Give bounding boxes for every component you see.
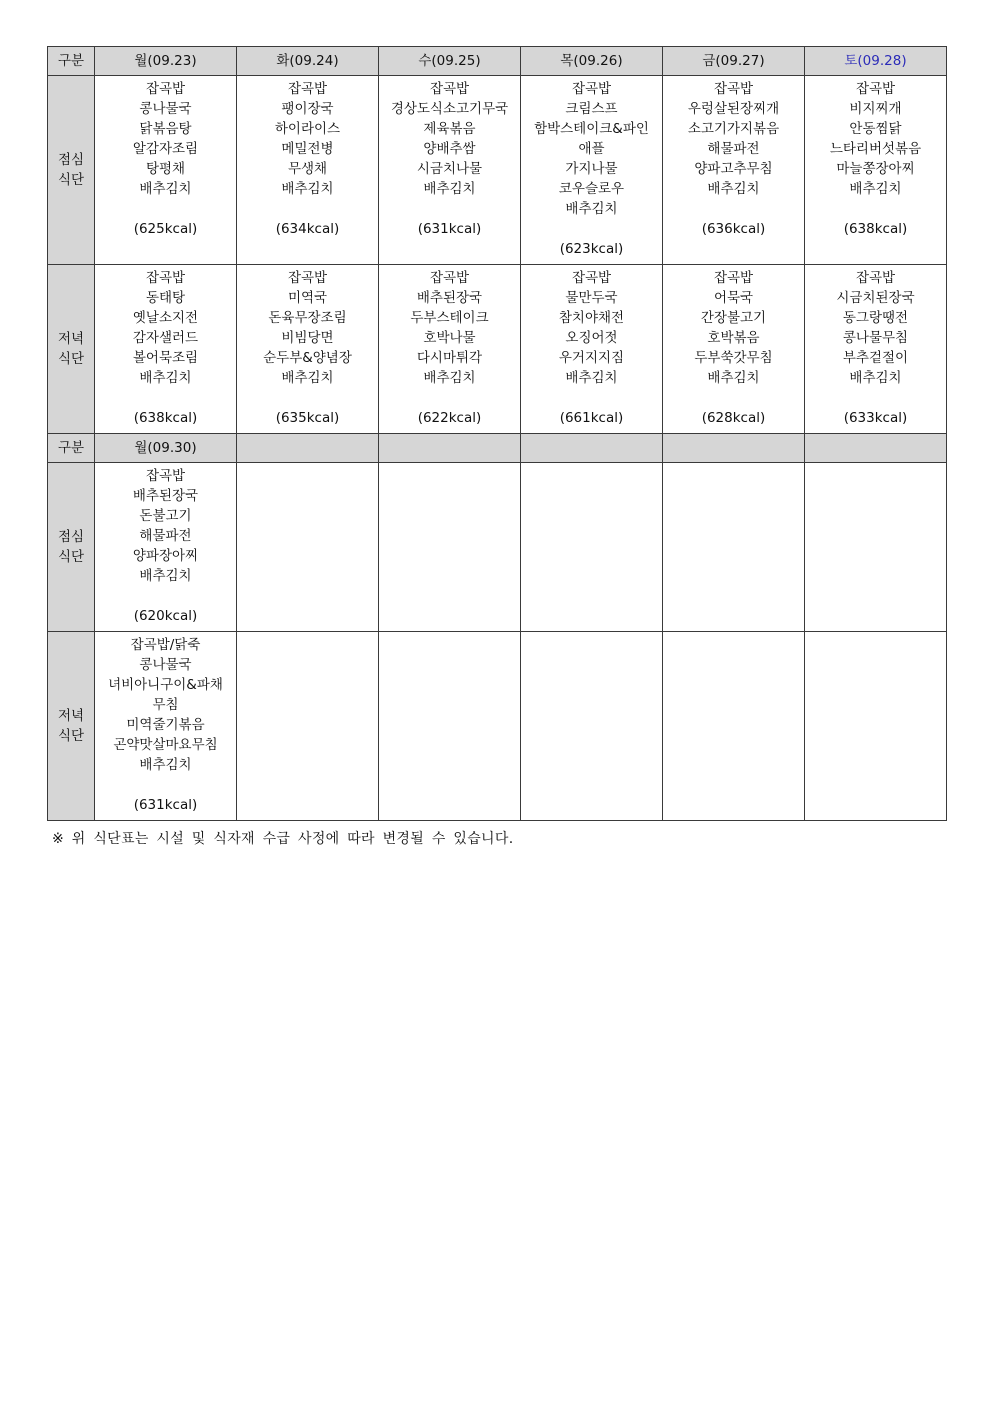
- menu-item: 코우슬로우: [558, 181, 625, 197]
- week2-dinner-row: [48, 632, 947, 821]
- menu-item: 잡곡밥: [713, 81, 754, 97]
- menu-item: 잡곡밥: [571, 81, 612, 97]
- menu-item: 배추김치: [707, 370, 760, 386]
- empty-cell: [237, 632, 379, 821]
- week2-category-label: 구분: [48, 434, 95, 463]
- menu-item: 크림스프: [565, 101, 618, 117]
- menu-item: 가지나물: [565, 161, 618, 177]
- empty-cell: [663, 632, 805, 821]
- calorie-value: (625kcal): [133, 221, 198, 237]
- week1-lunch-row: [48, 76, 947, 265]
- empty-cell: [521, 463, 663, 632]
- menu-item: 콩나물무침: [842, 330, 909, 346]
- lunch-label: [48, 76, 95, 265]
- menu-item: 무생채: [287, 161, 328, 177]
- dinner-label: [48, 632, 95, 821]
- lunch-label-line2: 식단: [57, 172, 85, 188]
- menu-item: 콩나물국: [139, 101, 192, 117]
- menu-item: 해물파전: [139, 528, 192, 544]
- lunch-label-line1: 점심: [57, 152, 85, 168]
- menu-cell-wed-lunch: [379, 76, 521, 265]
- menu-cell-mon-dinner: [95, 265, 237, 434]
- menu-item: 참치야채전: [558, 310, 625, 326]
- menu-item: 녀비아니구이&파채: [108, 677, 223, 693]
- menu-item: 잡곡밥/닭죽: [130, 637, 201, 653]
- menu-cell-sat-lunch: [805, 76, 947, 265]
- dinner-label-line1: 저녁: [57, 708, 85, 724]
- menu-item: 미역줄기볶음: [126, 717, 205, 733]
- menu-item: 볼어묵조림: [132, 350, 199, 366]
- day-header-thu: 목(09.26): [521, 47, 663, 76]
- empty-cell: [663, 463, 805, 632]
- calorie-value: (631kcal): [133, 797, 198, 813]
- week2-header-row: [48, 434, 947, 463]
- menu-item: 메밀전병: [281, 141, 334, 157]
- menu-item: 동그랑땡전: [842, 310, 909, 326]
- menu-item: 잡곡밥: [429, 270, 470, 286]
- menu-item: 시금치나물: [416, 161, 483, 177]
- menu-item: 느타리버섯볶음: [829, 141, 922, 157]
- menu-cell-fri-lunch: [663, 76, 805, 265]
- menu-item: 잡곡밥: [145, 81, 186, 97]
- menu-item: 배추김치: [281, 181, 334, 197]
- calorie-value: (634kcal): [275, 221, 340, 237]
- menu-item: 오징어젓: [565, 330, 618, 346]
- menu-item: 팽이장국: [281, 101, 334, 117]
- empty-cell: [805, 463, 947, 632]
- menu-item: 잡곡밥: [287, 270, 328, 286]
- menu-item: 배추김치: [423, 181, 476, 197]
- menu-cell-mon2-lunch: [95, 463, 237, 632]
- menu-item: 탕평채: [145, 161, 186, 177]
- menu-cell-thu-dinner: [521, 265, 663, 434]
- menu-item: 동태탕: [145, 290, 186, 306]
- menu-cell-mon-lunch: [95, 76, 237, 265]
- lunch-label: [48, 463, 95, 632]
- menu-cell-sat-dinner: [805, 265, 947, 434]
- empty-cell: [805, 632, 947, 821]
- menu-item: 양파고추무침: [694, 161, 773, 177]
- menu-item: 하이라이스: [274, 121, 341, 137]
- menu-item: 양파장아찌: [132, 548, 199, 564]
- menu-item: 두부쑥갓무침: [694, 350, 773, 366]
- day-header-empty: [237, 434, 379, 463]
- empty-cell: [379, 632, 521, 821]
- menu-item: 곤약맛살마요무침: [113, 737, 218, 753]
- menu-item: 시금치된장국: [836, 290, 915, 306]
- day-header-empty: [805, 434, 947, 463]
- day-header-empty: [379, 434, 521, 463]
- week2-lunch-row: [48, 463, 947, 632]
- lunch-label-line2: 식단: [57, 549, 85, 565]
- calorie-value: (636kcal): [701, 221, 766, 237]
- menu-item: 돈불고기: [139, 508, 192, 524]
- menu-cell-fri-dinner: [663, 265, 805, 434]
- menu-item: 콩나물국: [139, 657, 192, 673]
- calorie-value: (622kcal): [417, 410, 482, 426]
- menu-cell-thu-lunch: [521, 76, 663, 265]
- footnote: ※ 위 식단표는 시설 및 식자재 수급 사정에 따라 변경될 수 있습니다.: [52, 831, 514, 847]
- empty-cell: [379, 463, 521, 632]
- menu-item: 소고기가지볶음: [687, 121, 780, 137]
- menu-item: 알감자조림: [132, 141, 199, 157]
- menu-item: 마늘쫑장아찌: [836, 161, 915, 177]
- menu-item: 어묵국: [713, 290, 754, 306]
- calorie-value: (661kcal): [559, 410, 624, 426]
- menu-item: 잡곡밥: [287, 81, 328, 97]
- menu-item: 비빔당면: [281, 330, 334, 346]
- menu-item: 배추김치: [423, 370, 476, 386]
- menu-item: 닭볶음탕: [139, 121, 192, 137]
- day-header-tue: 화(09.24): [237, 47, 379, 76]
- day-header-mon-2: 월(09.30): [95, 434, 237, 463]
- menu-item: 무침: [152, 697, 179, 713]
- empty-cell: [237, 463, 379, 632]
- menu-item: 다시마튀각: [416, 350, 483, 366]
- menu-item: 잡곡밥: [429, 81, 470, 97]
- dinner-label: [48, 265, 95, 434]
- menu-item: 비지찌개: [849, 101, 902, 117]
- menu-item: 배추김치: [139, 370, 192, 386]
- menu-item: 미역국: [287, 290, 328, 306]
- menu-item: 우렁살된장찌개: [687, 101, 780, 117]
- calorie-value: (631kcal): [417, 221, 482, 237]
- menu-cell-mon2-dinner: [95, 632, 237, 821]
- menu-item: 제육볶음: [423, 121, 476, 137]
- meal-menu-table: [47, 46, 947, 821]
- menu-item: 옛날소지전: [132, 310, 199, 326]
- calorie-value: (620kcal): [133, 608, 198, 624]
- day-header-mon: 월(09.23): [95, 47, 237, 76]
- menu-item: 배추김치: [565, 201, 618, 217]
- menu-item: 해물파전: [707, 141, 760, 157]
- menu-item: 배추김치: [139, 568, 192, 584]
- calorie-value: (638kcal): [133, 410, 198, 426]
- dinner-label-line1: 저녁: [57, 331, 85, 347]
- menu-item: 배추김치: [281, 370, 334, 386]
- week1-category-label: 구분: [48, 47, 95, 76]
- day-header-sat: 토(09.28): [805, 47, 947, 76]
- day-header-wed: 수(09.25): [379, 47, 521, 76]
- dinner-label-line2: 식단: [57, 351, 85, 367]
- menu-item: 애플: [578, 141, 605, 157]
- menu-item: 양배추쌈: [423, 141, 476, 157]
- calorie-value: (623kcal): [559, 241, 624, 257]
- calorie-value: (633kcal): [843, 410, 908, 426]
- day-header-empty: [663, 434, 805, 463]
- menu-item: 배추된장국: [132, 488, 199, 504]
- lunch-label-line1: 점심: [57, 529, 85, 545]
- week1-dinner-row: [48, 265, 947, 434]
- menu-cell-wed-dinner: [379, 265, 521, 434]
- dinner-label-line2: 식단: [57, 728, 85, 744]
- day-header-empty: [521, 434, 663, 463]
- menu-item: 잡곡밥: [145, 468, 186, 484]
- calorie-value: (638kcal): [843, 221, 908, 237]
- menu-item: 배추김치: [139, 757, 192, 773]
- menu-item: 호박나물: [423, 330, 476, 346]
- menu-item: 배추김치: [139, 181, 192, 197]
- menu-item: 잡곡밥: [145, 270, 186, 286]
- menu-item: 돈육무장조림: [268, 310, 347, 326]
- calorie-value: (628kcal): [701, 410, 766, 426]
- menu-item: 간장불고기: [700, 310, 767, 326]
- menu-item: 경상도식소고기무국: [390, 101, 509, 117]
- menu-item: 배추김치: [707, 181, 760, 197]
- menu-item: 물만두국: [565, 290, 618, 306]
- menu-item: 잡곡밥: [713, 270, 754, 286]
- menu-cell-tue-dinner: [237, 265, 379, 434]
- menu-item: 잡곡밥: [855, 81, 896, 97]
- menu-item: 함박스테이크&파인: [534, 121, 649, 137]
- menu-item: 감자샐러드: [132, 330, 199, 346]
- menu-item: 우거지지짐: [558, 350, 625, 366]
- menu-item: 호박볶음: [707, 330, 760, 346]
- menu-item: 배추된장국: [416, 290, 483, 306]
- calorie-value: (635kcal): [275, 410, 340, 426]
- day-header-fri: 금(09.27): [663, 47, 805, 76]
- menu-item: 배추김치: [849, 181, 902, 197]
- menu-item: 잡곡밥: [855, 270, 896, 286]
- menu-item: 배추김치: [565, 370, 618, 386]
- menu-item: 부추겉절이: [842, 350, 909, 366]
- menu-item: 잡곡밥: [571, 270, 612, 286]
- menu-cell-tue-lunch: [237, 76, 379, 265]
- empty-cell: [521, 632, 663, 821]
- menu-item: 배추김치: [849, 370, 902, 386]
- menu-item: 순두부&양념장: [263, 350, 352, 366]
- menu-item: 두부스테이크: [410, 310, 489, 326]
- week1-header-row: [48, 47, 947, 76]
- menu-item: 안동찜닭: [849, 121, 902, 137]
